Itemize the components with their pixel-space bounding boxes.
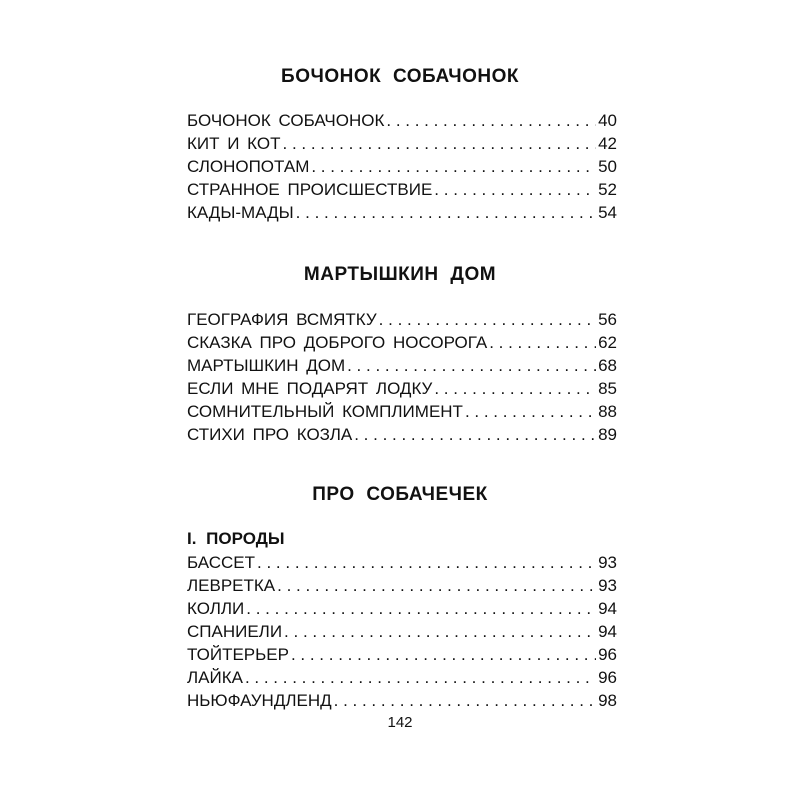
toc-entry-page: 54 <box>598 203 617 222</box>
dot-leader <box>386 109 596 132</box>
toc-entry <box>187 201 617 224</box>
toc-entry-page: 88 <box>598 402 617 421</box>
dot-leader <box>296 201 596 224</box>
toc-entry <box>187 331 617 354</box>
toc-entry-page: 94 <box>598 622 617 641</box>
toc-entry <box>187 643 617 666</box>
section-title: МАРТЫШКИН ДОМ <box>303 264 497 285</box>
dot-leader <box>246 597 596 620</box>
toc-entry <box>187 574 617 597</box>
toc-entry-title: КОЛЛИ <box>187 599 245 618</box>
dot-leader <box>334 689 596 712</box>
toc-entry-page: 93 <box>598 553 617 572</box>
dot-leader <box>277 574 596 597</box>
toc-entry <box>187 400 617 423</box>
section-title: ПРО СОБАЧЕЧЕК <box>312 484 488 505</box>
toc-entry-title: ТОЙТЕРЬЕР <box>187 645 289 664</box>
toc-entry <box>187 423 617 446</box>
toc-entry <box>187 109 617 132</box>
dot-leader <box>283 132 597 155</box>
toc-entry <box>187 666 617 689</box>
toc-entry-page: 40 <box>598 111 617 130</box>
toc-entry-title: ЛЕВРЕТКА <box>187 576 276 595</box>
dot-leader <box>465 400 596 423</box>
toc-entry-title: СЛОНОПОТАМ <box>187 157 310 176</box>
toc-entry-title: СТРАННОЕ ПРОИСШЕСТВИЕ <box>187 180 433 199</box>
dot-leader <box>489 331 596 354</box>
toc-entry-page: 68 <box>598 356 617 375</box>
toc-entry-title: МАРТЫШКИН ДОМ <box>187 356 346 375</box>
toc-entry-title: СОМНИТЕЛЬНЫЙ КОМПЛИМЕНТ <box>187 402 463 421</box>
toc-entry-title: КИТ И КОТ <box>187 134 281 153</box>
dot-leader <box>379 308 596 331</box>
toc-entry-page: 52 <box>598 180 617 199</box>
toc-entry <box>187 597 617 620</box>
toc-entry <box>187 551 617 574</box>
toc-entry <box>187 132 617 155</box>
dot-leader <box>347 354 596 377</box>
toc-entry <box>187 377 617 400</box>
toc-entry-title: НЬЮФАУНДЛЕНД <box>187 691 332 710</box>
toc-entry-title: КАДЫ-МАДЫ <box>187 203 294 222</box>
toc-list <box>187 526 617 712</box>
dot-leader <box>291 643 596 666</box>
dot-leader <box>284 620 596 643</box>
toc-entry-page: 56 <box>598 310 617 329</box>
toc-entry-page: 98 <box>598 691 617 710</box>
toc-entry-page: 62 <box>598 333 617 352</box>
toc-list <box>187 308 617 446</box>
toc-entry-page: 89 <box>598 425 617 444</box>
toc-entry <box>187 354 617 377</box>
subheading: I. ПОРОДЫ <box>187 529 285 548</box>
toc-entry-page: 96 <box>598 645 617 664</box>
toc-entry-page: 42 <box>598 134 617 153</box>
toc-entry-page: 85 <box>598 379 617 398</box>
toc-entry-title: ЕСЛИ МНЕ ПОДАРЯТ ЛОДКУ <box>187 379 433 398</box>
toc-entry-title: ГЕОГРАФИЯ ВСМЯТКУ <box>187 310 377 329</box>
toc-entry <box>187 155 617 178</box>
toc-entry-title: СКАЗКА ПРО ДОБРОГО НОСОРОГА <box>187 333 488 352</box>
toc-entry-page: 93 <box>598 576 617 595</box>
section-title: БОЧОНОК СОБАЧОНОК <box>281 66 519 87</box>
dot-leader <box>257 551 596 574</box>
toc-entry-title: БАССЕТ <box>187 553 256 572</box>
toc-entry-page: 94 <box>598 599 617 618</box>
toc-entry <box>187 620 617 643</box>
toc-entry-page: 96 <box>598 668 617 687</box>
toc-entry <box>187 308 617 331</box>
dot-leader <box>434 178 596 201</box>
dot-leader <box>311 155 596 178</box>
toc-entry-title: СПАНИЕЛИ <box>187 622 283 641</box>
toc-list <box>187 109 617 224</box>
toc-entry <box>187 689 617 712</box>
toc-entry-title: ЛАЙКА <box>187 668 243 687</box>
dot-leader <box>434 377 596 400</box>
toc-entry-title: СТИХИ ПРО КОЗЛА <box>187 425 353 444</box>
dot-leader <box>354 423 596 446</box>
dot-leader <box>245 666 596 689</box>
toc-entry-title: БОЧОНОК СОБАЧОНОК <box>187 111 385 130</box>
page-number: 142 <box>387 714 413 731</box>
toc-entry-page: 50 <box>598 157 617 176</box>
toc-entry <box>187 178 617 201</box>
